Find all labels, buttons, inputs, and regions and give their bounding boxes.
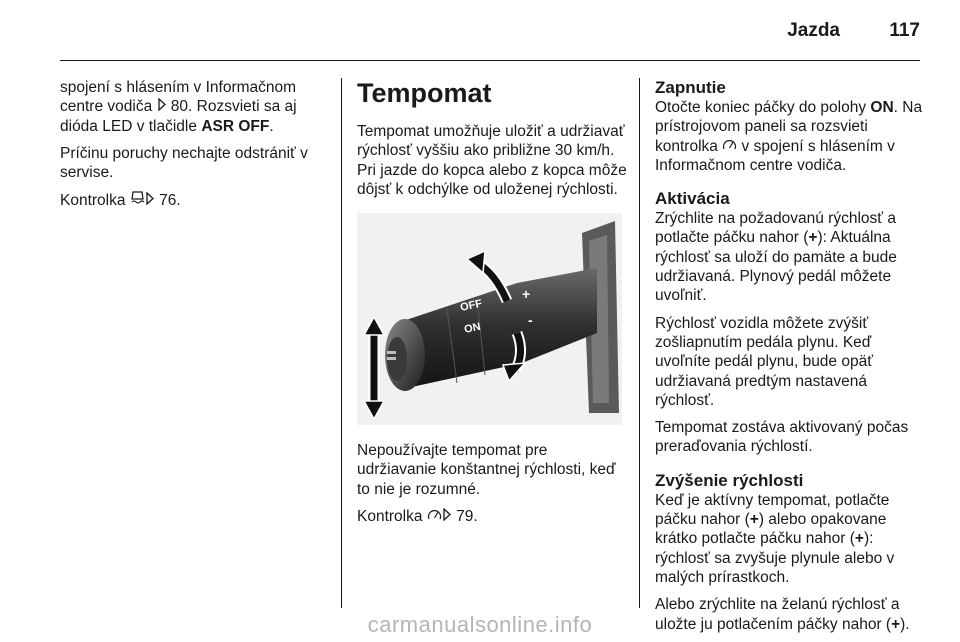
page-header [0, 0, 960, 60]
paragraph: Otočte koniec páčky do polohy ON. Na prístrojovom paneli sa rozsvieti kontrolka v spojení s hlásením v Informačnom centre vodiča. [655, 99, 923, 174]
subheading-zvysenie-rychlosti: Zvýšenie rýchlosti [655, 470, 804, 490]
paragraph: Nepoužívajte tempomat pre udržiavanie konštantnej rýchlosti, keď to nie je rozumné. [357, 442, 616, 498]
lever-plus-label: + [522, 286, 531, 303]
page-ref-icon [157, 97, 167, 116]
paragraph: Príčinu poruchy nechajte odstrániť v servise. [60, 144, 308, 182]
lever-minus-label: - [528, 312, 533, 329]
subheading-aktivacia: Aktivácia [655, 189, 730, 209]
cruise-control-lever-illustration [357, 213, 622, 425]
traction-control-warning-icon [130, 190, 145, 210]
paragraph: Rýchlosť vozidla môžete zvýšiť zošliapnutím pedála plynu. Keď uvoľníte pedál plynu, bude opäť udržiavaná predtým nastavená rýchlosť. [655, 314, 874, 409]
cruise-control-indicator-icon [722, 137, 737, 156]
subheading-zapnutie: Zapnutie [655, 78, 726, 97]
cruise-control-indicator-icon [427, 507, 442, 526]
paragraph: Kontrolka 76. [60, 192, 181, 210]
page-ref-icon [145, 191, 155, 210]
watermark: carmanualsonline.info [367, 612, 593, 637]
paragraph: Tempomat umožňuje uložiť a udržiavať rýchlosť vyššiu ako približne 30 km/h. Pri jazde do kopca alebo z kopca môže dôjsť k odchýlke od uloženej rýchlosti. [357, 123, 627, 198]
column-divider [639, 78, 640, 608]
header-rule [60, 60, 920, 61]
paragraph: Alebo zrýchlite na želanú rýchlosť a uložte ju potlačením páčky nahor (+). [655, 596, 910, 633]
column-2 [357, 78, 627, 534]
section-title: Tempomat [357, 78, 492, 108]
paragraph: Keď je aktívny tempomat, potlačte páčku nahor (+) alebo opakovane krátko potlačte páčku nahor (+): rýchlosť sa zvyšuje plynule alebo v malých prírastkoch. [655, 491, 895, 586]
lever-off-label: OFF [459, 297, 484, 315]
section-name: Jazda [787, 20, 840, 41]
page-ref-icon [442, 507, 452, 526]
paragraph: Zrýchlite na požadovanú rýchlosť a potlačte páčku nahor (+): Aktuálna rýchlosť sa uloží do pamäte a bude udržiavaná. Plynový pedál môžete uvoľniť. [655, 210, 897, 305]
page-number: 117 [889, 20, 920, 41]
column-divider [341, 78, 342, 608]
paragraph: Kontrolka 79. [357, 508, 478, 526]
column-3 [655, 78, 925, 642]
lever-on-label: ON [463, 320, 482, 337]
column-1 [60, 78, 325, 219]
paragraph: Tempomat zostáva aktivovaný počas preraďovania rýchlostí. [655, 419, 909, 456]
paragraph: spojení s hlásením v Informačnom centre vodiča 80. Rozsvieti sa aj dióda LED v tlačidle ASR OFF. [60, 79, 297, 135]
